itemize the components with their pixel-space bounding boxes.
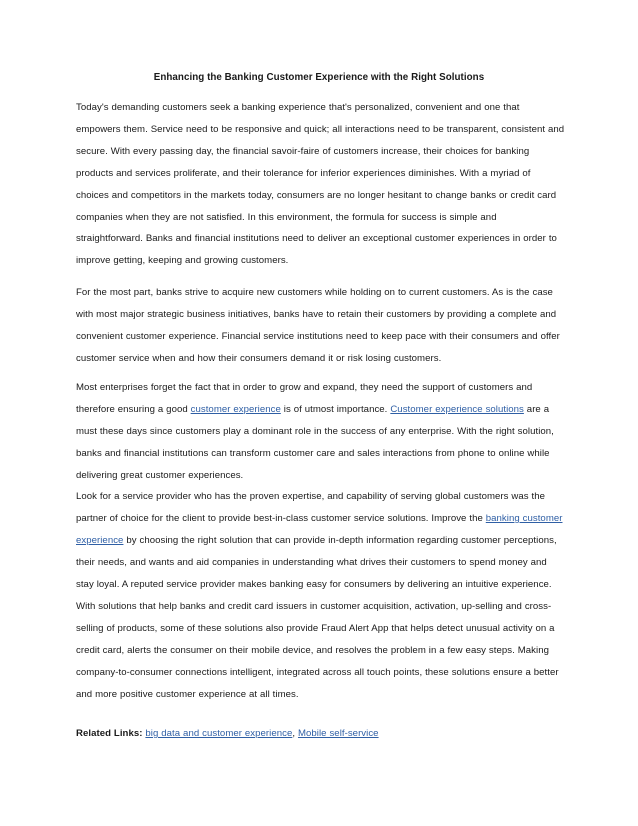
paragraph-text: Most enterprises forget the fact that in order to grow and expand, they need the support of customers and therefore ensuring a good xyxy=(76,382,533,415)
paragraph-retention: For the most part, banks strive to acquire new customers while holding on to current customers. As is the case with most major strategic business initiatives, banks have to retain their customers by providing a complete and convenient customer experience. Financial service institutions need to keep pace with their consumers and offer customer service when and how their consumers demand it or risk losing customers. xyxy=(76,287,560,364)
related-links xyxy=(76,723,566,745)
customer-experience-solutions-link[interactable]: Customer experience solutions xyxy=(390,403,524,415)
paragraph-enterprises xyxy=(76,377,566,487)
mobile-self-service-link[interactable]: Mobile self-service xyxy=(297,728,379,739)
customer-experience-link[interactable]: customer experience xyxy=(190,403,281,415)
paragraph-text: by choosing the right solution that can provide in-depth information regarding customer perceptions, their needs, and wants and aid companies in understanding what drives their customers to spend money and stay loyal. A reputed service provider makes banking easy for consumers by delivering an intuitive experience. xyxy=(76,534,557,590)
document-title: Enhancing the Banking Customer Experience with the Right Solutions xyxy=(153,72,485,83)
paragraph-intro: Today's demanding customers seek a banking experience that's personalized, convenient and one that empowers them. Service need to be responsive and quick; all interactions need to be transparent, consistent and secure. With every passing day, the financial savoir-faire of customers increase, their choices for banking products and services proliferate, and their tolerance for inferior experiences diminishes. With a myriad of choices and competitors in the markets today, consumers are no longer hesitant to change banks or credit card companies when they are not satisfied. In this environment, the formula for success is simple and straightforward. Banks and financial institutions need to deliver an exceptional customer experiences in order to improve getting, keeping and growing customers. xyxy=(76,102,565,267)
related-links-separator: , xyxy=(292,728,298,739)
paragraph-text: Look for a service provider who has the proven expertise, and capability of serving global customers was the partner of choice for the client to provide best-in-class customer service solutions. Improve the xyxy=(76,491,546,524)
related-links-label: Related Links: xyxy=(76,728,143,739)
paragraph-solutions: With solutions that help banks and credit card issuers in customer acquisition, activation, up-selling and cross-selling of products, some of these solutions also provide Fraud Alert App that helps detect unusual activity on a credit card, alerts the consumer on their mobile device, and resolves the problem in a few easy steps. Making company-to-consumer connections intelligent, integrated across all touch points, these solutions ensure a better and more positive customer experience at all times. xyxy=(76,601,559,700)
paragraph-text: are a must these days since customers play a dominant role in the success of any enterprise. With the right solution, banks and financial institutions can transform customer care and sales interactions from phone to online while delivering great customer experiences. xyxy=(76,403,554,481)
paragraph-service-provider xyxy=(76,486,566,596)
big-data-link[interactable]: big data and customer experience xyxy=(145,728,293,739)
paragraph-text: is of utmost importance. xyxy=(280,403,391,415)
banking-customer-experience-link[interactable]: banking customer experience xyxy=(76,512,563,546)
